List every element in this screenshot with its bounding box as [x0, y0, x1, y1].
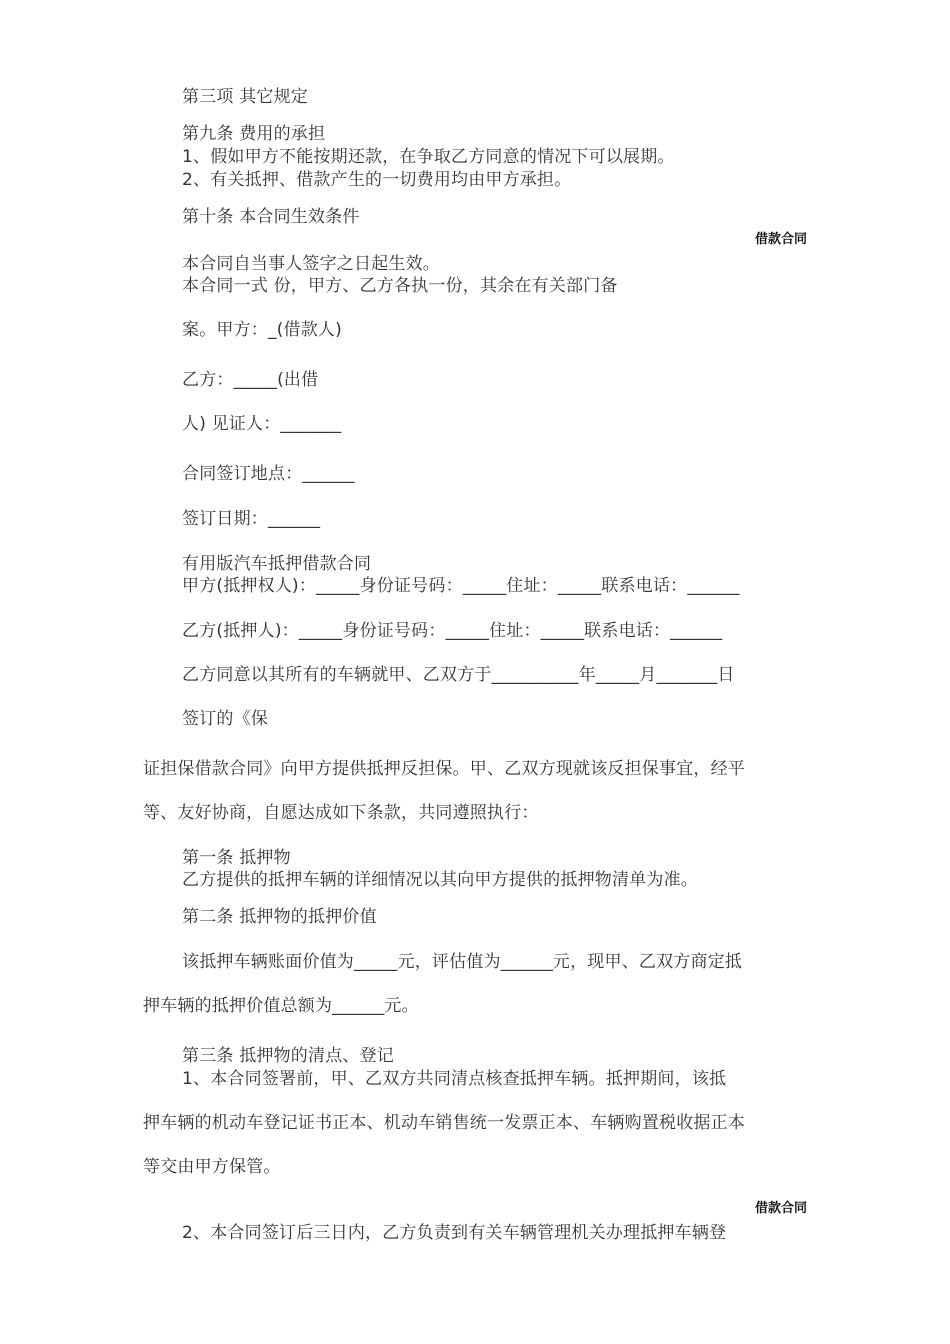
- paragraph-line: 1、假如甲方不能按期还款，在争取乙方同意的情况下可以展期。: [182, 147, 675, 167]
- party-line: 乙方(抵押人)：_____身份证号码：_____住址：_____联系电话：______: [182, 621, 723, 641]
- paragraph-line: 证担保借款合同》向甲方提供抵押反担保。甲、乙双方现就该反担保事宜，经平: [143, 759, 745, 779]
- running-header: 借款合同: [754, 1201, 807, 1216]
- paragraph-line: 2、有关抵押、借款产生的一切费用均由甲方承担。: [182, 170, 572, 190]
- paragraph-line: 2、本合同签订后三日内，乙方负责到有关车辆管理机关办理抵押车辆登: [182, 1223, 727, 1243]
- article-heading: 第十条 本合同生效条件: [182, 207, 360, 227]
- signature-line: 签订日期：______: [182, 509, 321, 529]
- paragraph-line: 该抵押车辆账面价值为_____元，评估值为______元，现甲、乙双方商定抵: [182, 952, 743, 972]
- document-title: 有用版汽车抵押借款合同: [182, 554, 372, 574]
- paragraph-line: 乙方同意以其所有的车辆就甲、乙双方于__________年_____月_______日: [182, 665, 735, 685]
- article-heading: 第一条 抵押物: [182, 848, 291, 868]
- paragraph-line: 签订的《保: [182, 709, 268, 729]
- paragraph-line: 押车辆的机动车登记证书正本、机动车销售统一发票正本、车辆购置税收据正本: [143, 1113, 745, 1133]
- article-heading: 第三条 抵押物的清点、登记: [182, 1046, 395, 1066]
- article-heading: 第二条 抵押物的抵押价值: [182, 907, 377, 927]
- signature-line: 合同签订地点：______: [182, 464, 355, 484]
- paragraph-line: 1、本合同签署前，甲、乙双方共同清点核查抵押车辆。抵押期间，该抵: [182, 1069, 727, 1089]
- paragraph-line: 押车辆的抵押价值总额为______元。: [143, 996, 419, 1016]
- party-line: 甲方(抵押权人)：_____身份证号码：_____住址：_____联系电话：______: [182, 576, 740, 596]
- signature-line: 乙方：_____(出借: [182, 370, 319, 390]
- paragraph-line: 等、友好协商，自愿达成如下条款，共同遵照执行：: [143, 803, 539, 823]
- paragraph-line: 本合同自当事人签字之日起生效。: [182, 254, 440, 274]
- paragraph-line: 本合同一式 份，甲方、乙方各执一份，其余在有关部门备: [182, 276, 618, 296]
- running-header: 借款合同: [754, 232, 807, 247]
- paragraph-line: 乙方提供的抵押车辆的详细情况以其向甲方提供的抵押物清单为准。: [182, 870, 698, 890]
- signature-line: 人) 见证人：_______: [182, 414, 342, 434]
- signature-line: 案。甲方：_(借款人): [182, 320, 342, 340]
- section-heading: 第三项 其它规定: [182, 87, 309, 107]
- article-heading: 第九条 费用的承担: [182, 124, 326, 144]
- paragraph-line: 等交由甲方保管。: [143, 1157, 281, 1177]
